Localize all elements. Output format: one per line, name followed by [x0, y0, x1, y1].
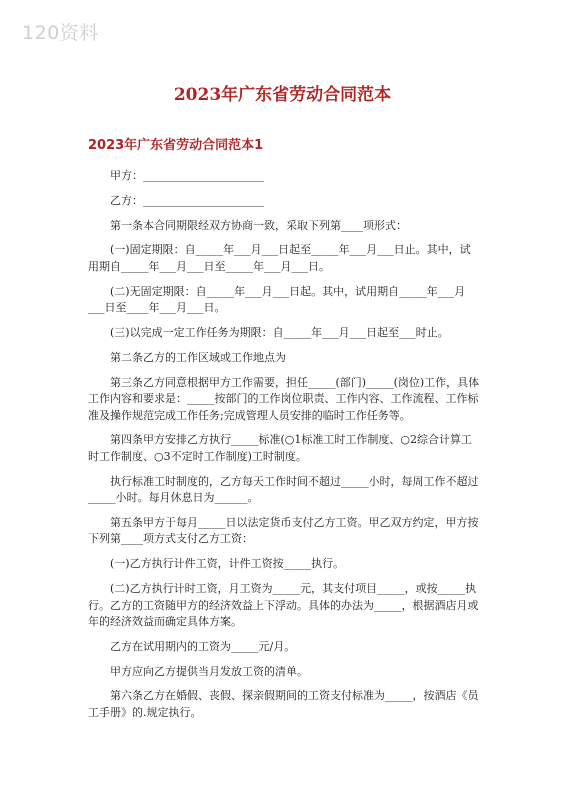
paragraph: 第二条乙方的工作区域或工作地点为: [110, 350, 286, 364]
paragraph: (二)乙方执行计时工资，月工资为_____元，其支付项目_____，或按_____执行。乙方的工资随甲方的经济效益上下浮动。具体的办法为_____，根据酒店月或年的经济效益而确定具体方案。: [88, 582, 479, 629]
party-a-line: 甲方：______________________: [110, 169, 264, 182]
paragraph: (一)乙方执行计件工资，计件工资按_____执行。: [110, 557, 345, 571]
section-title: 2023年广东省劳动合同范本1: [88, 138, 264, 153]
paragraph: 第五条甲方于每月_____日以法定货币支付乙方工资。甲乙双方约定，甲方按下列第____项方式支付乙方工资：: [88, 515, 479, 546]
watermark: 120资料: [22, 22, 99, 44]
paragraph: 第一条本合同期限经双方协商一致，采取下列第____项形式：: [110, 218, 407, 232]
contract-body: [88, 168, 480, 730]
paragraph: 甲方应向乙方提供当月发放工资的清单。: [110, 664, 308, 678]
paragraph: 乙方在试用期内的工资为_____元/月。: [110, 639, 296, 653]
paragraph: 执行标准工时制度的，乙方每天工作时间不超过_____小时，每周工作不超过_____小时。每月休息日为______。: [88, 474, 479, 505]
party-b-line: 乙方：______________________: [110, 193, 264, 207]
document-title: 2023年广东省劳动合同范本: [173, 85, 392, 105]
paragraph: (二)无固定期限：自_____年___月___日起。其中，试用期自_____年___月___日至____年___月___日。: [88, 284, 466, 315]
paragraph: (一)固定期限：自_____年___月___日起至_____年___月___日止。其中，试用期自_____年___月___日至_____年___月___日。: [88, 243, 471, 273]
paragraph: 第三条乙方同意根据甲方工作需要，担任_____(部门)_____(岗位)工作，具体工作内容和要求是：_____按部门的工作岗位职责、工作内容、工作流程、工作标准及操作规范完成工作任务;完成管理人员安排的临时工作任务等。: [88, 375, 480, 422]
paragraph: 第四条甲方安排乙方执行_____标准(○1标准工时工作制度、○2综合计算工时工作制度、○3不定时工作制度)工时制度。: [88, 433, 472, 463]
paragraph: 第六条乙方在婚假、丧假、探亲假期间的工资支付标准为_____，按酒店《员工手册》的.规定执行。: [88, 689, 479, 719]
paragraph: (三)以完成一定工作任务为期限：自_____年___月___日起至___时止。: [110, 325, 449, 339]
